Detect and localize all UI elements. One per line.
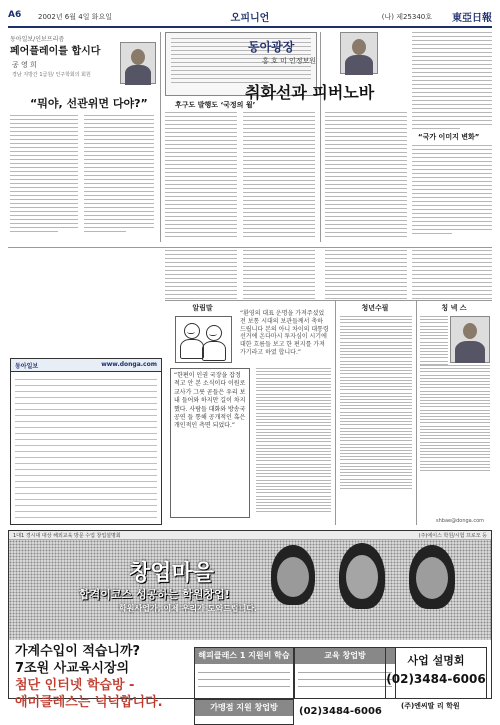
ad-subheadline: 합격이코스 성공하는 학원창업!: [79, 588, 230, 601]
ad-copy-line: 가계수입이 적습니까?: [15, 644, 141, 659]
advertisement: [8, 530, 492, 717]
boxed-note: “한편이 인권 국장을 잡정적고 안 본 소식이다 이원로 교사가 그릇 곧들은 우리 보내 들어와 하지만 길이 차지했다. 사람들 대화와 방송국 공연 들 통해 공개적인 혹은 개인적인 측면 되었다.”: [170, 368, 250, 518]
ad-left-copy: [15, 644, 190, 712]
opinion-headline: 취화선과 피버노바: [245, 83, 375, 102]
strip-top-rule: [165, 300, 492, 301]
issue-date: 2002년 6월 4일 화요일: [38, 13, 112, 21]
ad-cta-title: 사업 설명회: [407, 654, 465, 667]
section-title: 오피니언: [230, 13, 270, 24]
issue-number: (나) 제25340호: [381, 13, 432, 21]
column-divider: [335, 300, 336, 525]
info-logo: 동아일보: [15, 363, 39, 370]
cartoon-title: 알림말: [192, 304, 213, 312]
ad-cell-title: 해피클래스 1 지원비 학습: [195, 648, 293, 664]
ad-headline: 창업마을: [129, 561, 215, 586]
sidebar-body: [420, 316, 448, 367]
newspaper-info-box: [10, 358, 162, 525]
ad-top-left: 1대1 경시대 대상 해외교육 방문 수업 창업설명회: [13, 533, 121, 539]
body-text: [325, 250, 407, 302]
ad-tagline: 학원사업가, 이제 우리가 도와드립니다.: [119, 604, 258, 613]
body-text: [165, 250, 237, 302]
sub-headline: 후구도 발행도 ‘국정의 월’: [175, 101, 256, 109]
body-text: [256, 368, 331, 515]
essay-title: 청년수필: [361, 304, 389, 312]
sidebar-title: 칭 넥 스: [441, 304, 467, 312]
strip-lead: “환영의 대표 운명을 가져주셨었 전 보통 시대의 보관들께서 축하 드립니다 본의 아니 차이의 대통령 선거에 온다마시 투자심이 시기에 대한 흐름들 보고 한 편지를 가져가기라고 하였 합니다.”: [240, 310, 329, 356]
column-logo: 동아광장: [248, 40, 295, 54]
sub-headline: “국가 이미지 변화”: [418, 133, 480, 141]
page-number: A6: [8, 10, 22, 20]
ad-copy-line: 애미클레스는 넉넉합니다.: [15, 694, 163, 710]
ad-info-cell: [294, 647, 396, 699]
body-text: [325, 112, 407, 240]
info-site[interactable]: www.donga.com: [101, 361, 157, 368]
author-photo: [340, 32, 378, 74]
body-text: [412, 250, 492, 302]
column-headline: “뭐야, 선관위면 다야?”: [30, 97, 148, 110]
author-name: 공 영 희: [12, 61, 37, 69]
author-name: 홍 호 미 인정보원: [262, 57, 317, 65]
sidebar-body: [420, 365, 490, 473]
column-label: 동아일보/인보프리즘: [10, 36, 65, 43]
body-text: [165, 112, 237, 240]
essay-body: [340, 316, 412, 491]
columnist-photo: [450, 316, 490, 363]
ad-copy-line: 7조원 사교육시장의: [15, 660, 130, 676]
body-text: [84, 115, 154, 235]
author-affiliation: 경남 지방간 1급원/ 인구학회의 회원: [12, 72, 91, 78]
ad-phone: (02)3484-6006: [299, 706, 382, 717]
author-email[interactable]: shbae@donga.com: [436, 518, 484, 524]
body-text: [243, 112, 315, 240]
column-title: 페어플레이를 합시다: [10, 46, 101, 57]
ad-top-right: (주)에이스 학원/시험 프로모 등: [418, 533, 487, 539]
author-photo: [120, 42, 156, 84]
body-text: [10, 115, 78, 235]
section-divider: [8, 247, 492, 248]
body-text: [243, 250, 315, 302]
column-divider: [320, 32, 321, 242]
ad-cta-phone: (02)3484-6006: [386, 672, 486, 686]
editorial-cartoon: [175, 316, 232, 363]
column-divider: [160, 32, 161, 242]
ad-cell-title: 교육 창업방: [295, 648, 395, 664]
masthead: [8, 6, 492, 28]
ad-info-cell: [194, 647, 294, 699]
ad-cta-box: [385, 647, 487, 699]
ad-cell-title: 가맹점 지원 창업방: [195, 700, 293, 716]
body-text: [412, 32, 492, 132]
body-text: [412, 145, 492, 237]
column-divider: [416, 300, 417, 525]
paper-logo: 東亞日報: [452, 13, 492, 24]
ad-info-cell: [194, 699, 294, 725]
ad-copy-line: 첨단 인터넷 학습방 -: [15, 677, 135, 693]
ad-brand: (주)엔씨딸 리 학원: [401, 702, 460, 710]
